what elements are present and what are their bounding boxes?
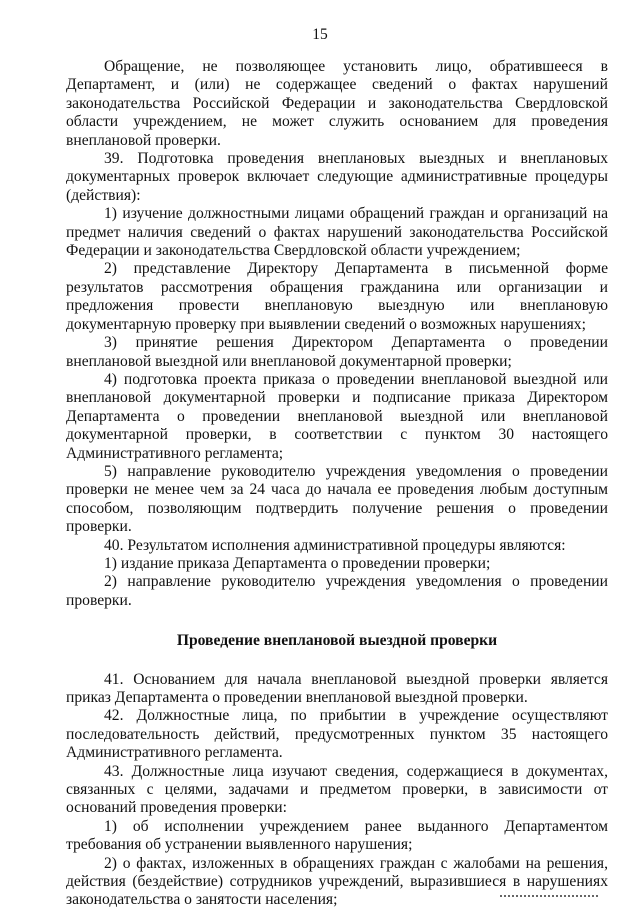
paragraph: 40. Результатом исполнения административной процедуры являются: bbox=[104, 536, 566, 554]
paragraph: 43. Должностные лица изучают сведения, содержащиеся в документах, связанных с целями, задачами и предметом проверки, в зависимости от оснований проведения проверки: bbox=[66, 762, 608, 817]
page-number: 15 bbox=[312, 26, 328, 43]
list-item: 2) о фактах, изложенных в обращениях граждан с жалобами на решения, действия (бездействие) сотрудников учреждений, выразившиеся в нарушениях законодательства о занятости населения; bbox=[66, 854, 608, 909]
list-item: 2) представление Директору Департамента в письменной форме результатов рассмотрения обращения гражданина или организации и предложения провести внеплановую выездную или внеплановую документарную проверку при выявлении сведений о возможных нарушениях; bbox=[66, 260, 608, 333]
paragraph: 42. Должностные лица, по прибытии в учреждение осуществляют последовательность действий, предусмотренных пунктом 35 настоящего Административного регламента. bbox=[66, 707, 608, 762]
list-item: 2) направление руководителю учреждения уведомления о проведении проверки. bbox=[66, 573, 608, 609]
section-heading: Проведение внеплановой выездной проверки bbox=[176, 632, 498, 650]
paragraph: 39. Подготовка проведения внеплановых выездных и внеплановых документарных проверок включает следующие административные процедуры (действия): bbox=[66, 150, 608, 204]
list-item: 1) об исполнении учреждением ранее выданного Департаментом требования об устранении выявленного нарушения; bbox=[66, 817, 608, 854]
list-item: 3) принятие решения Директором Департамента о проведении внеплановой выездной или внеплановой документарной проверки; bbox=[66, 334, 608, 370]
list-item: 4) подготовка проекта приказа о проведении внеплановой выездной или внеплановой документарной проверки и подписание приказа Директором Департамента о проведении внеплановой выездной или внеплановой документарной проверки, в соответствии с пунктом 30 настоящего Административного регламента; bbox=[66, 370, 608, 462]
list-item: 1) издание приказа Департамента о проведении проверки; bbox=[104, 554, 491, 572]
scan-edge-mark bbox=[500, 895, 600, 897]
paragraph: 41. Основанием для начала внеплановой выездной проверки является приказ Департамента о проведении внеплановой выездной проверки. bbox=[66, 670, 608, 706]
paragraph: Обращение, не позволяющее установить лицо, обратившееся в Департамент, и (или) не содержащее сведений о фактах нарушений законодательства Российской Федерации и законодательства Свердловской области учреждением, не может служить основанием для проведения внеплановой проверки. bbox=[66, 58, 608, 149]
list-item: 1) изучение должностными лицами обращений граждан и организаций на предмет наличия сведений о фактах нарушений законодательства Российской Федерации и законодательства Свердловской области учреждением; bbox=[66, 205, 608, 260]
document-body bbox=[66, 58, 608, 910]
list-item: 5) направление руководителю учреждения уведомления о проведении проверки не менее чем за 24 часа до начала ее проведения любым доступным способом, позволяющим подтвердить получение решения о проведении проверки. bbox=[66, 462, 608, 536]
